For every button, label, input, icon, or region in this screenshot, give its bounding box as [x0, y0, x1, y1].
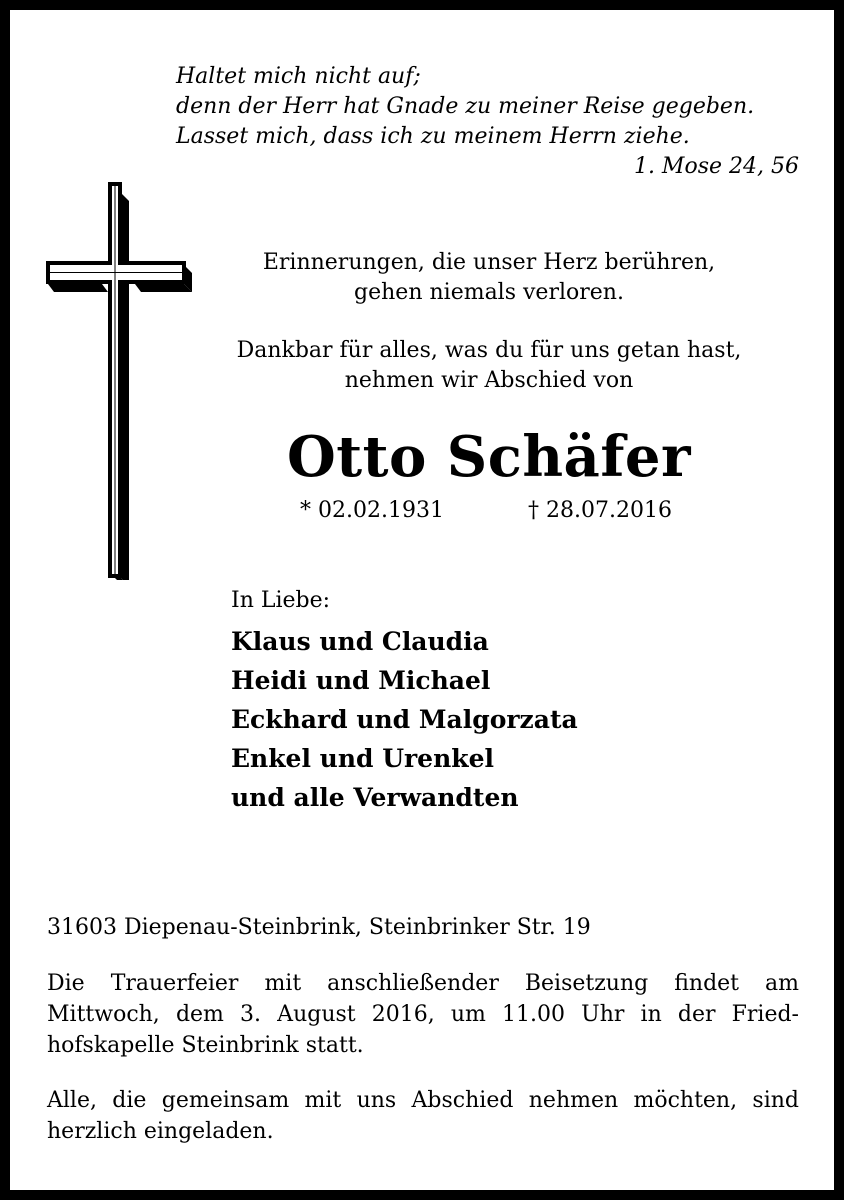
memory-line-2: gehen niemals verloren.	[354, 280, 624, 305]
mourners-list	[231, 622, 578, 817]
memory-line-1: Erinnerungen, die unser Herz berühren,	[262, 250, 716, 275]
thanks-line-2: nehmen wir Abschied von	[344, 368, 634, 393]
obituary-page	[10, 10, 834, 1190]
thanks-line-1: Dankbar für alles, was du für uns getan hast,	[236, 338, 742, 363]
death-date: † 28.07.2016	[528, 498, 672, 523]
invitation-line-1: Alle, die gemeinsam mit uns Abschied nehmen möchten, sind	[47, 1088, 799, 1113]
mourner-name: Klaus und Claudia	[231, 627, 489, 656]
service-line-3: hofskapelle Steinbrink statt.	[47, 1033, 364, 1058]
cross-icon	[44, 180, 194, 580]
verse-line-3: Lasset mich, dass ich zu meinem Herrn ziehe.	[176, 124, 690, 149]
address: 31603 Diepenau-Steinbrink, Steinbrinker Str. 19	[47, 915, 591, 940]
service-line-2: Mittwoch, dem 3. August 2016, um 11.00 Uhr in der Fried-	[47, 1002, 799, 1027]
birth-date: * 02.02.1931	[300, 498, 444, 523]
bible-verse	[176, 62, 799, 182]
mourner-name: Heidi und Michael	[231, 666, 491, 695]
invitation-text	[47, 1085, 799, 1147]
verse-line-2: denn der Herr hat Gnade zu meiner Reise gegeben.	[176, 94, 755, 119]
mourner-name: und alle Verwandten	[231, 783, 519, 812]
service-line-1: Die Trauerfeier mit anschließender Beisetzung findet am	[47, 971, 799, 996]
mourner-name: Enkel und Urenkel	[231, 744, 494, 773]
memory-text	[184, 248, 794, 308]
verse-line-1: Haltet mich nicht auf;	[176, 64, 421, 89]
mourner-name: Eckhard und Malgorzata	[231, 705, 578, 734]
invitation-line-2: herzlich eingeladen.	[47, 1119, 274, 1144]
mourners-intro: In Liebe:	[231, 588, 331, 613]
thanks-text	[184, 336, 794, 396]
deceased-name: Otto Schäfer	[286, 424, 692, 490]
service-notice	[47, 968, 799, 1061]
verse-reference: 1. Mose 24, 56	[633, 154, 799, 179]
